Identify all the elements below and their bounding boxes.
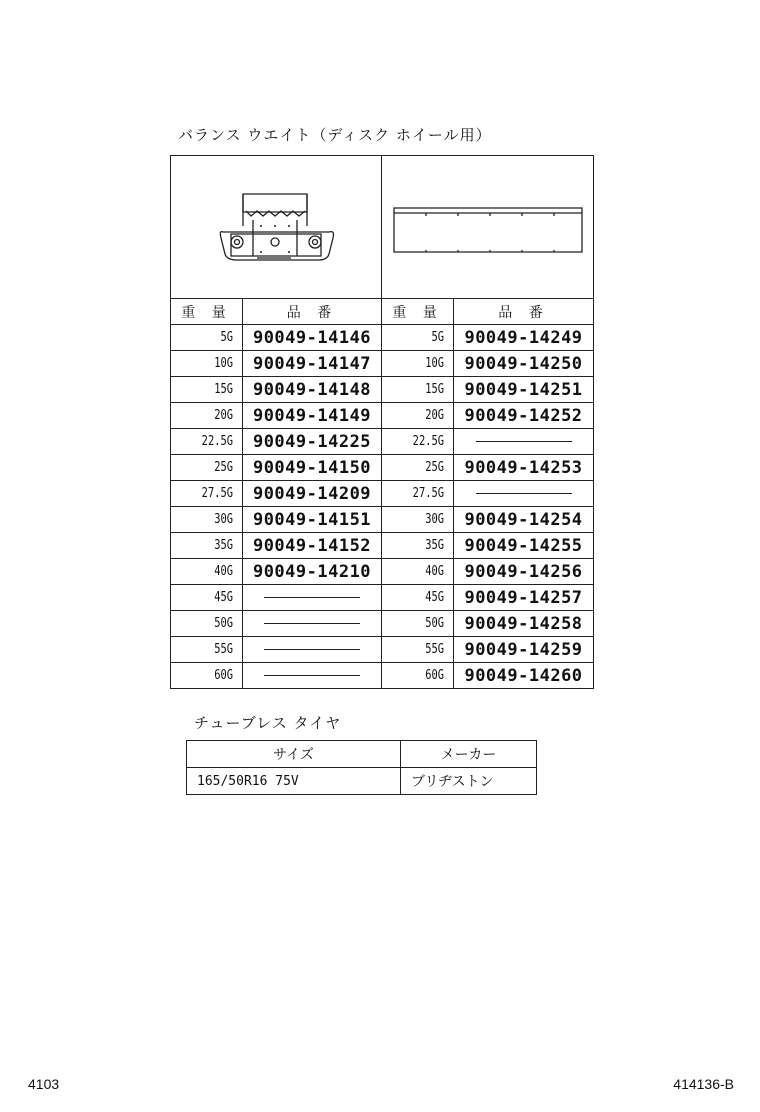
- not-available-dash: [264, 597, 360, 598]
- part-no-right: 90049-14252: [454, 403, 594, 429]
- part-no-left: [243, 637, 382, 663]
- table-row: [171, 455, 594, 481]
- not-available-dash: [476, 493, 572, 494]
- part-no-left: 90049-14151: [243, 507, 382, 533]
- weight-right: 22.5G: [396, 429, 454, 455]
- header-maker: メーカー: [401, 741, 537, 768]
- part-no-left: 90049-14149: [243, 403, 382, 429]
- header-weight-right: 重 量: [382, 299, 454, 325]
- balance-weight-table: [170, 155, 594, 689]
- weight-left: 40G: [185, 559, 243, 585]
- not-available-dash: [264, 675, 360, 676]
- tire-maker: ブリヂストン: [401, 768, 537, 795]
- part-no-left: 90049-14209: [243, 481, 382, 507]
- part-no-right: 90049-14257: [454, 585, 594, 611]
- table-row: [171, 403, 594, 429]
- weight-left: 10G: [185, 351, 243, 377]
- part-no-right: 90049-14249: [454, 325, 594, 351]
- part-no-left: 90049-14225: [243, 429, 382, 455]
- table-row: [171, 351, 594, 377]
- weight-right: 30G: [396, 507, 454, 533]
- weight-right: 40G: [396, 559, 454, 585]
- part-no-right: 90049-14251: [454, 377, 594, 403]
- table-row: [171, 377, 594, 403]
- header-part-no-left: 品 番: [243, 299, 382, 325]
- part-no-right: 90049-14256: [454, 559, 594, 585]
- weight-right: 20G: [396, 403, 454, 429]
- part-no-right: 90049-14260: [454, 663, 594, 689]
- table-row: [171, 611, 594, 637]
- not-available-dash: [264, 623, 360, 624]
- adhesive-weight-drawing: [382, 156, 592, 294]
- table-row: [171, 585, 594, 611]
- part-no-left: [243, 585, 382, 611]
- table-row: [171, 637, 594, 663]
- clip-on-weight-drawing: [171, 156, 381, 294]
- section-title: バランス ウエイト（ディスク ホイール用）: [178, 126, 492, 144]
- weight-left: 25G: [185, 455, 243, 481]
- weight-rows: [171, 325, 594, 689]
- tire-header-row: [187, 741, 537, 768]
- part-no-right: [454, 481, 594, 507]
- part-no-left: 90049-14210: [243, 559, 382, 585]
- weight-right: 25G: [396, 455, 454, 481]
- weight-right: 60G: [396, 663, 454, 689]
- adhesive-weight-illustration: [382, 156, 594, 299]
- not-available-dash: [476, 441, 572, 442]
- header-weight-left: 重 量: [171, 299, 243, 325]
- weight-left: 5G: [185, 325, 243, 351]
- weight-right: 45G: [396, 585, 454, 611]
- weight-left: 30G: [185, 507, 243, 533]
- weight-right: 5G: [396, 325, 454, 351]
- part-no-right: 90049-14259: [454, 637, 594, 663]
- part-no-left: [243, 611, 382, 637]
- weight-left: 60G: [185, 663, 243, 689]
- not-available-dash: [264, 649, 360, 650]
- tire-row: [187, 768, 537, 795]
- part-no-left: 90049-14147: [243, 351, 382, 377]
- tire-size: 165/50R16 75V: [187, 768, 401, 795]
- part-no-left: [243, 663, 382, 689]
- table-row: [171, 533, 594, 559]
- part-no-left: 90049-14150: [243, 455, 382, 481]
- footer-right-code: 414136-B: [673, 1076, 734, 1092]
- weight-left: 27.5G: [185, 481, 243, 507]
- tire-title: チューブレス タイヤ: [194, 714, 342, 732]
- weight-left: 45G: [185, 585, 243, 611]
- weight-left: 20G: [185, 403, 243, 429]
- weight-right: 55G: [396, 637, 454, 663]
- illustration-row: [171, 156, 594, 299]
- weight-right: 10G: [396, 351, 454, 377]
- part-no-right: 90049-14258: [454, 611, 594, 637]
- weight-right: 35G: [396, 533, 454, 559]
- weight-left: 55G: [185, 637, 243, 663]
- weight-left: 50G: [185, 611, 243, 637]
- weight-right: 15G: [396, 377, 454, 403]
- part-no-left: 90049-14152: [243, 533, 382, 559]
- part-no-right: 90049-14255: [454, 533, 594, 559]
- header-size: サイズ: [187, 741, 401, 768]
- header-row: [171, 299, 594, 325]
- part-no-right: [454, 429, 594, 455]
- weight-left: 22.5G: [185, 429, 243, 455]
- table-row: [171, 429, 594, 455]
- part-no-left: 90049-14148: [243, 377, 382, 403]
- table-row: [171, 559, 594, 585]
- weight-right: 50G: [396, 611, 454, 637]
- part-no-right: 90049-14253: [454, 455, 594, 481]
- footer-left-code: 4103: [28, 1076, 60, 1092]
- weight-left: 15G: [185, 377, 243, 403]
- table-row: [171, 481, 594, 507]
- tire-table: [186, 740, 537, 795]
- weight-left: 35G: [185, 533, 243, 559]
- table-row: [171, 325, 594, 351]
- header-part-no-right: 品 番: [454, 299, 594, 325]
- part-no-right: 90049-14254: [454, 507, 594, 533]
- table-row: [171, 507, 594, 533]
- part-no-left: 90049-14146: [243, 325, 382, 351]
- table-row: [171, 663, 594, 689]
- part-no-right: 90049-14250: [454, 351, 594, 377]
- clip-on-weight-illustration: [171, 156, 382, 299]
- weight-right: 27.5G: [396, 481, 454, 507]
